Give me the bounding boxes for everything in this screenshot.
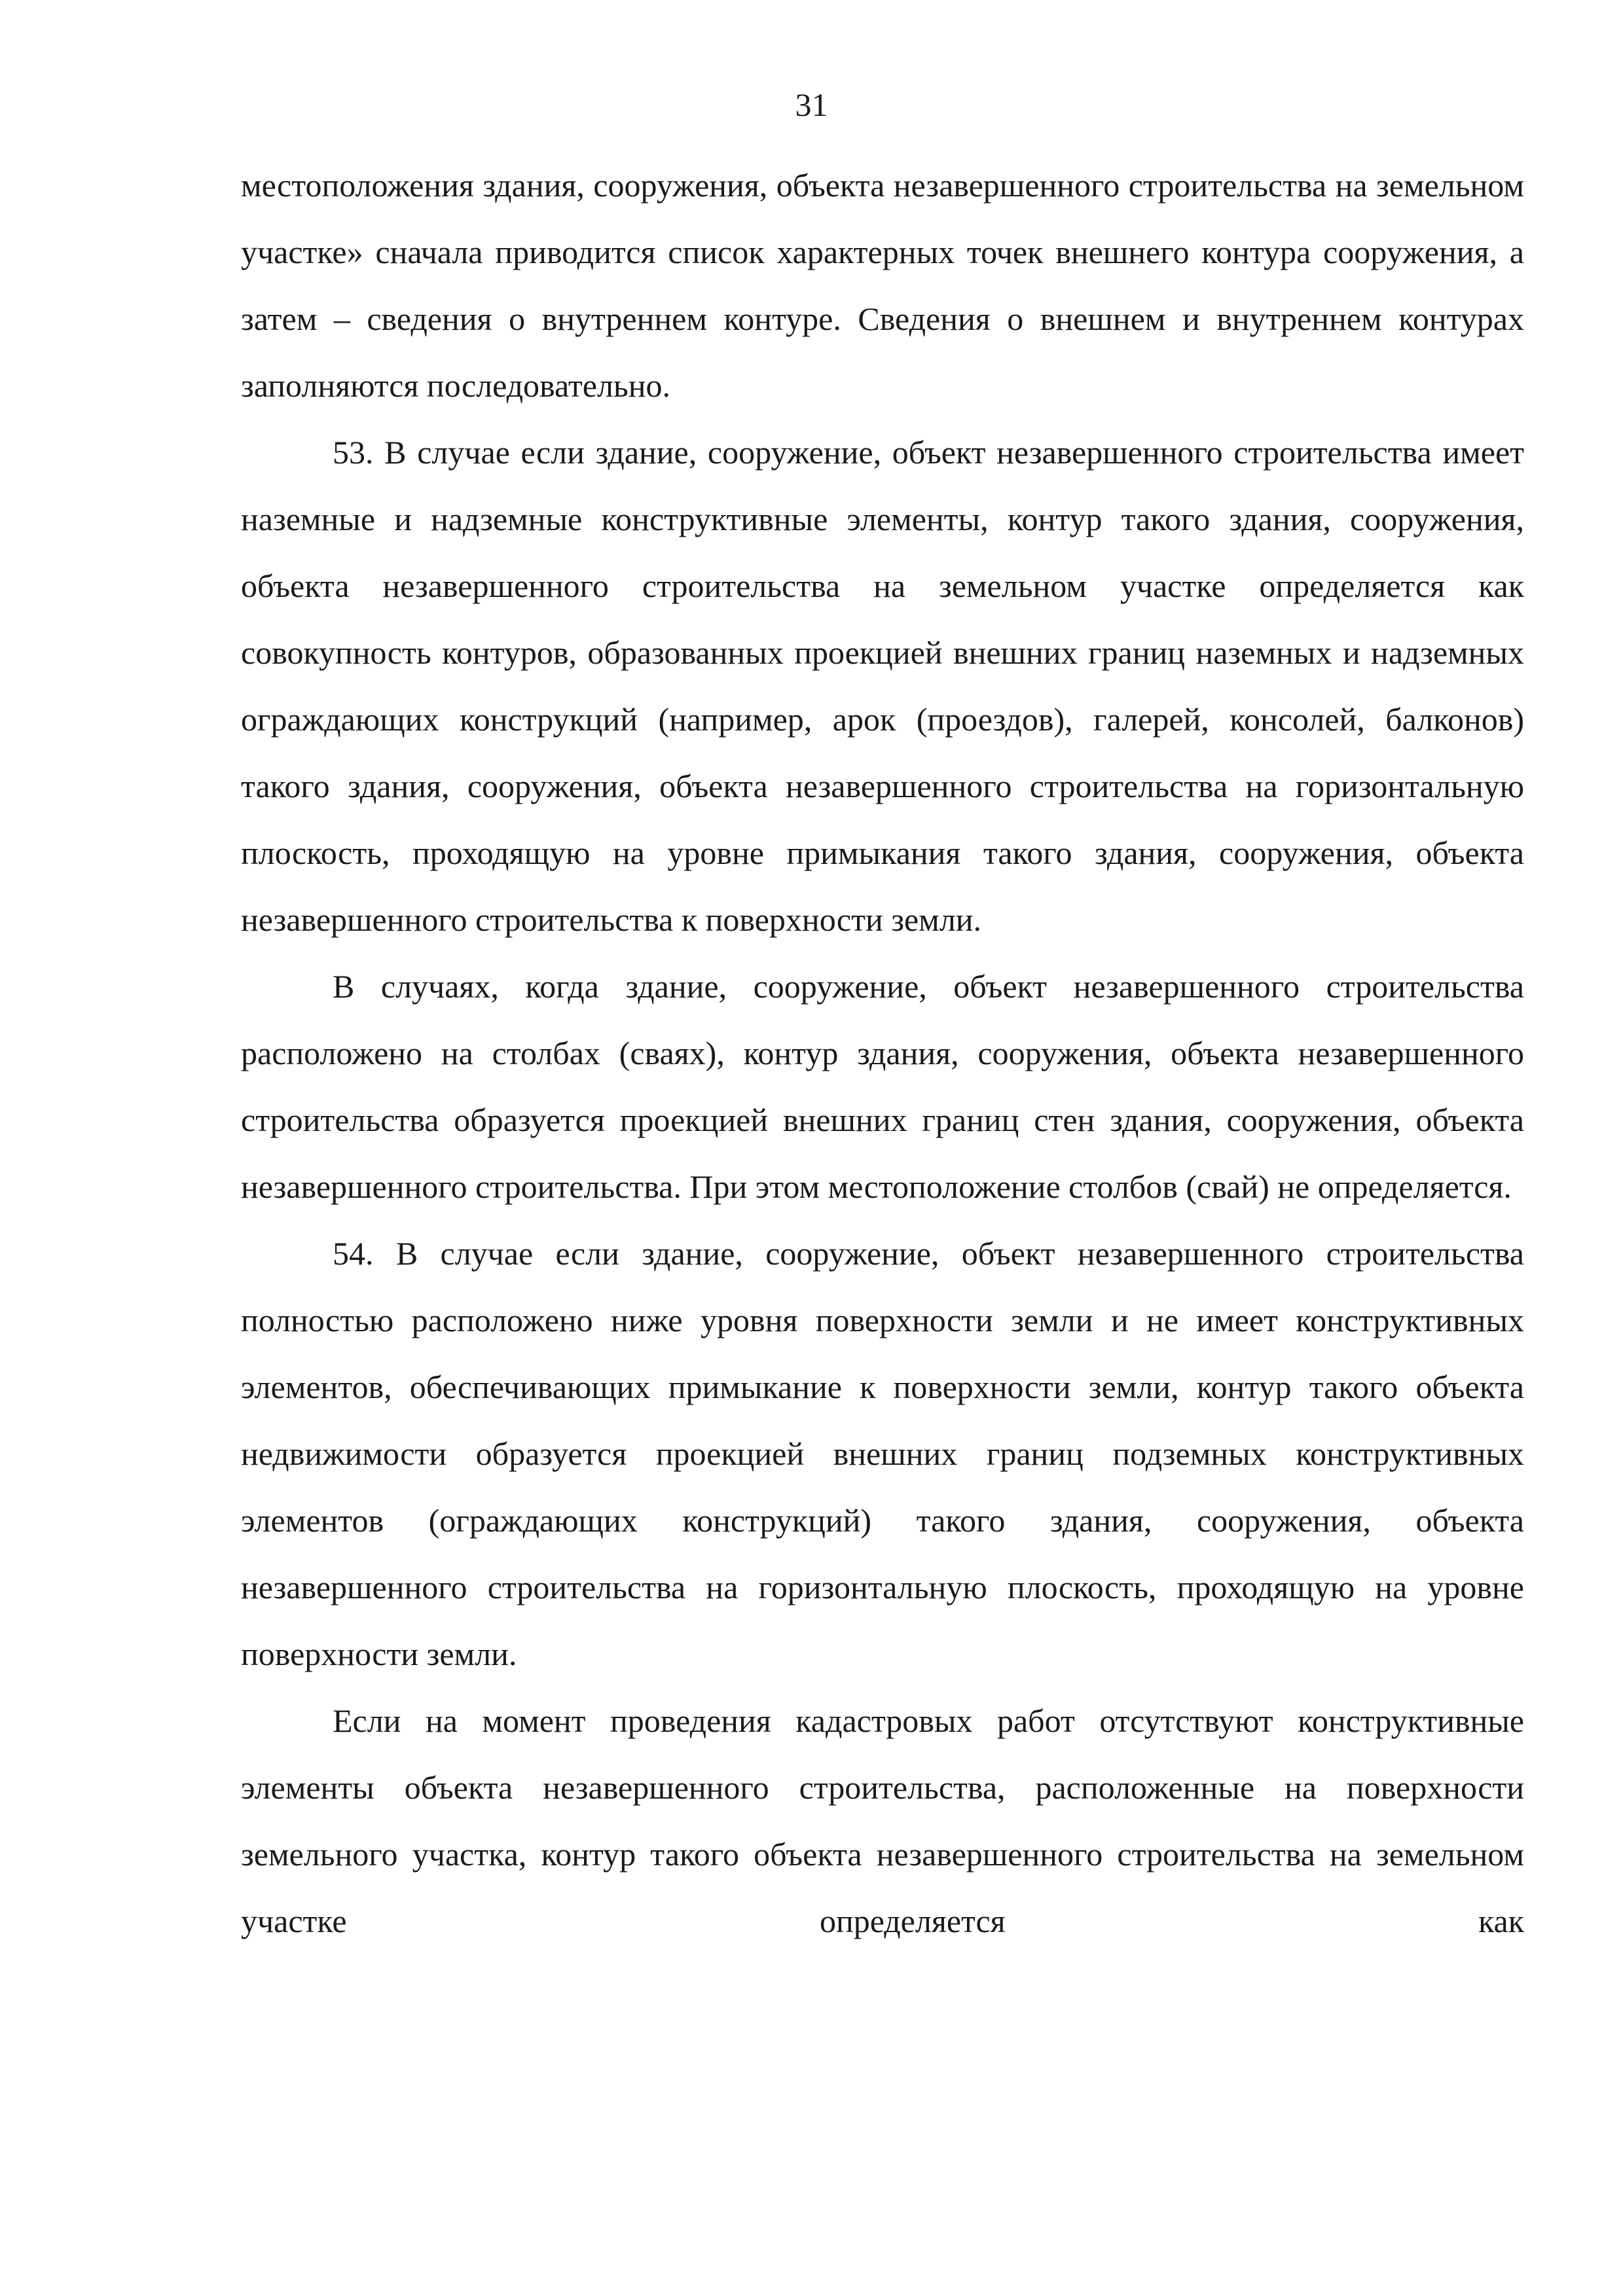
paragraph-no-elements: Если на момент проведения кадастровых работ отсутствуют конструктивные элементы объекта незавершенного строительства, расположенные на поверхности земельного участка, контур такого объекта незавершенного строительства на земельном участке определяется как (241, 1702, 1524, 1939)
page-number: 31 (795, 86, 828, 123)
paragraph-item-53: 53. В случае если здание, сооружение, объект незавершенного строительства имеет наземные и надземные конструктивные элементы, контур такого здания, сооружения, объекта незавершенного строительства на земельном участке определяется как совокупность контуров, образованных проекцией внешних границ наземных и надземных ограждающих конструкций (например, арок (проездов), галерей, консолей, балконов) такого здания, сооружения, объекта незавершенного строительства на горизонтальную плоскость, проходящую на уровне примыкания такого здания, сооружения, объекта незавершенного строительства к поверхности земли. (241, 434, 1524, 938)
paragraph-item-54: 54. В случае если здание, сооружение, объект незавершенного строительства полностью расположено ниже уровня поверхности земли и не имеет конструктивных элементов, обеспечивающих примыкание к поверхности земли, контур такого объекта недвижимости образуется проекцией внешних границ подземных конструктивных элементов (ограждающих конструкций) такого здания, сооружения, объекта незавершенного строительства на горизонтальную плоскость, проходящую на уровне поверхности земли. (241, 1235, 1524, 1672)
paragraph-pillars: В случаях, когда здание, сооружение, объект незавершенного строительства расположено на столбах (сваях), контур здания, сооружения, объекта незавершенного строительства образуется проекцией внешних границ стен здания, сооружения, объекта незавершенного строительства. При этом местоположение столбов (свай) не определяется. (241, 968, 1524, 1205)
document-body (241, 152, 1524, 1954)
paragraph-continuation: местоположения здания, сооружения, объекта незавершенного строительства на земельном участке» сначала приводится список характерных точек внешнего контура сооружения, а затем – сведения о внутреннем контуре. Сведения о внешнем и внутреннем контурах заполняются последовательно. (241, 167, 1524, 404)
